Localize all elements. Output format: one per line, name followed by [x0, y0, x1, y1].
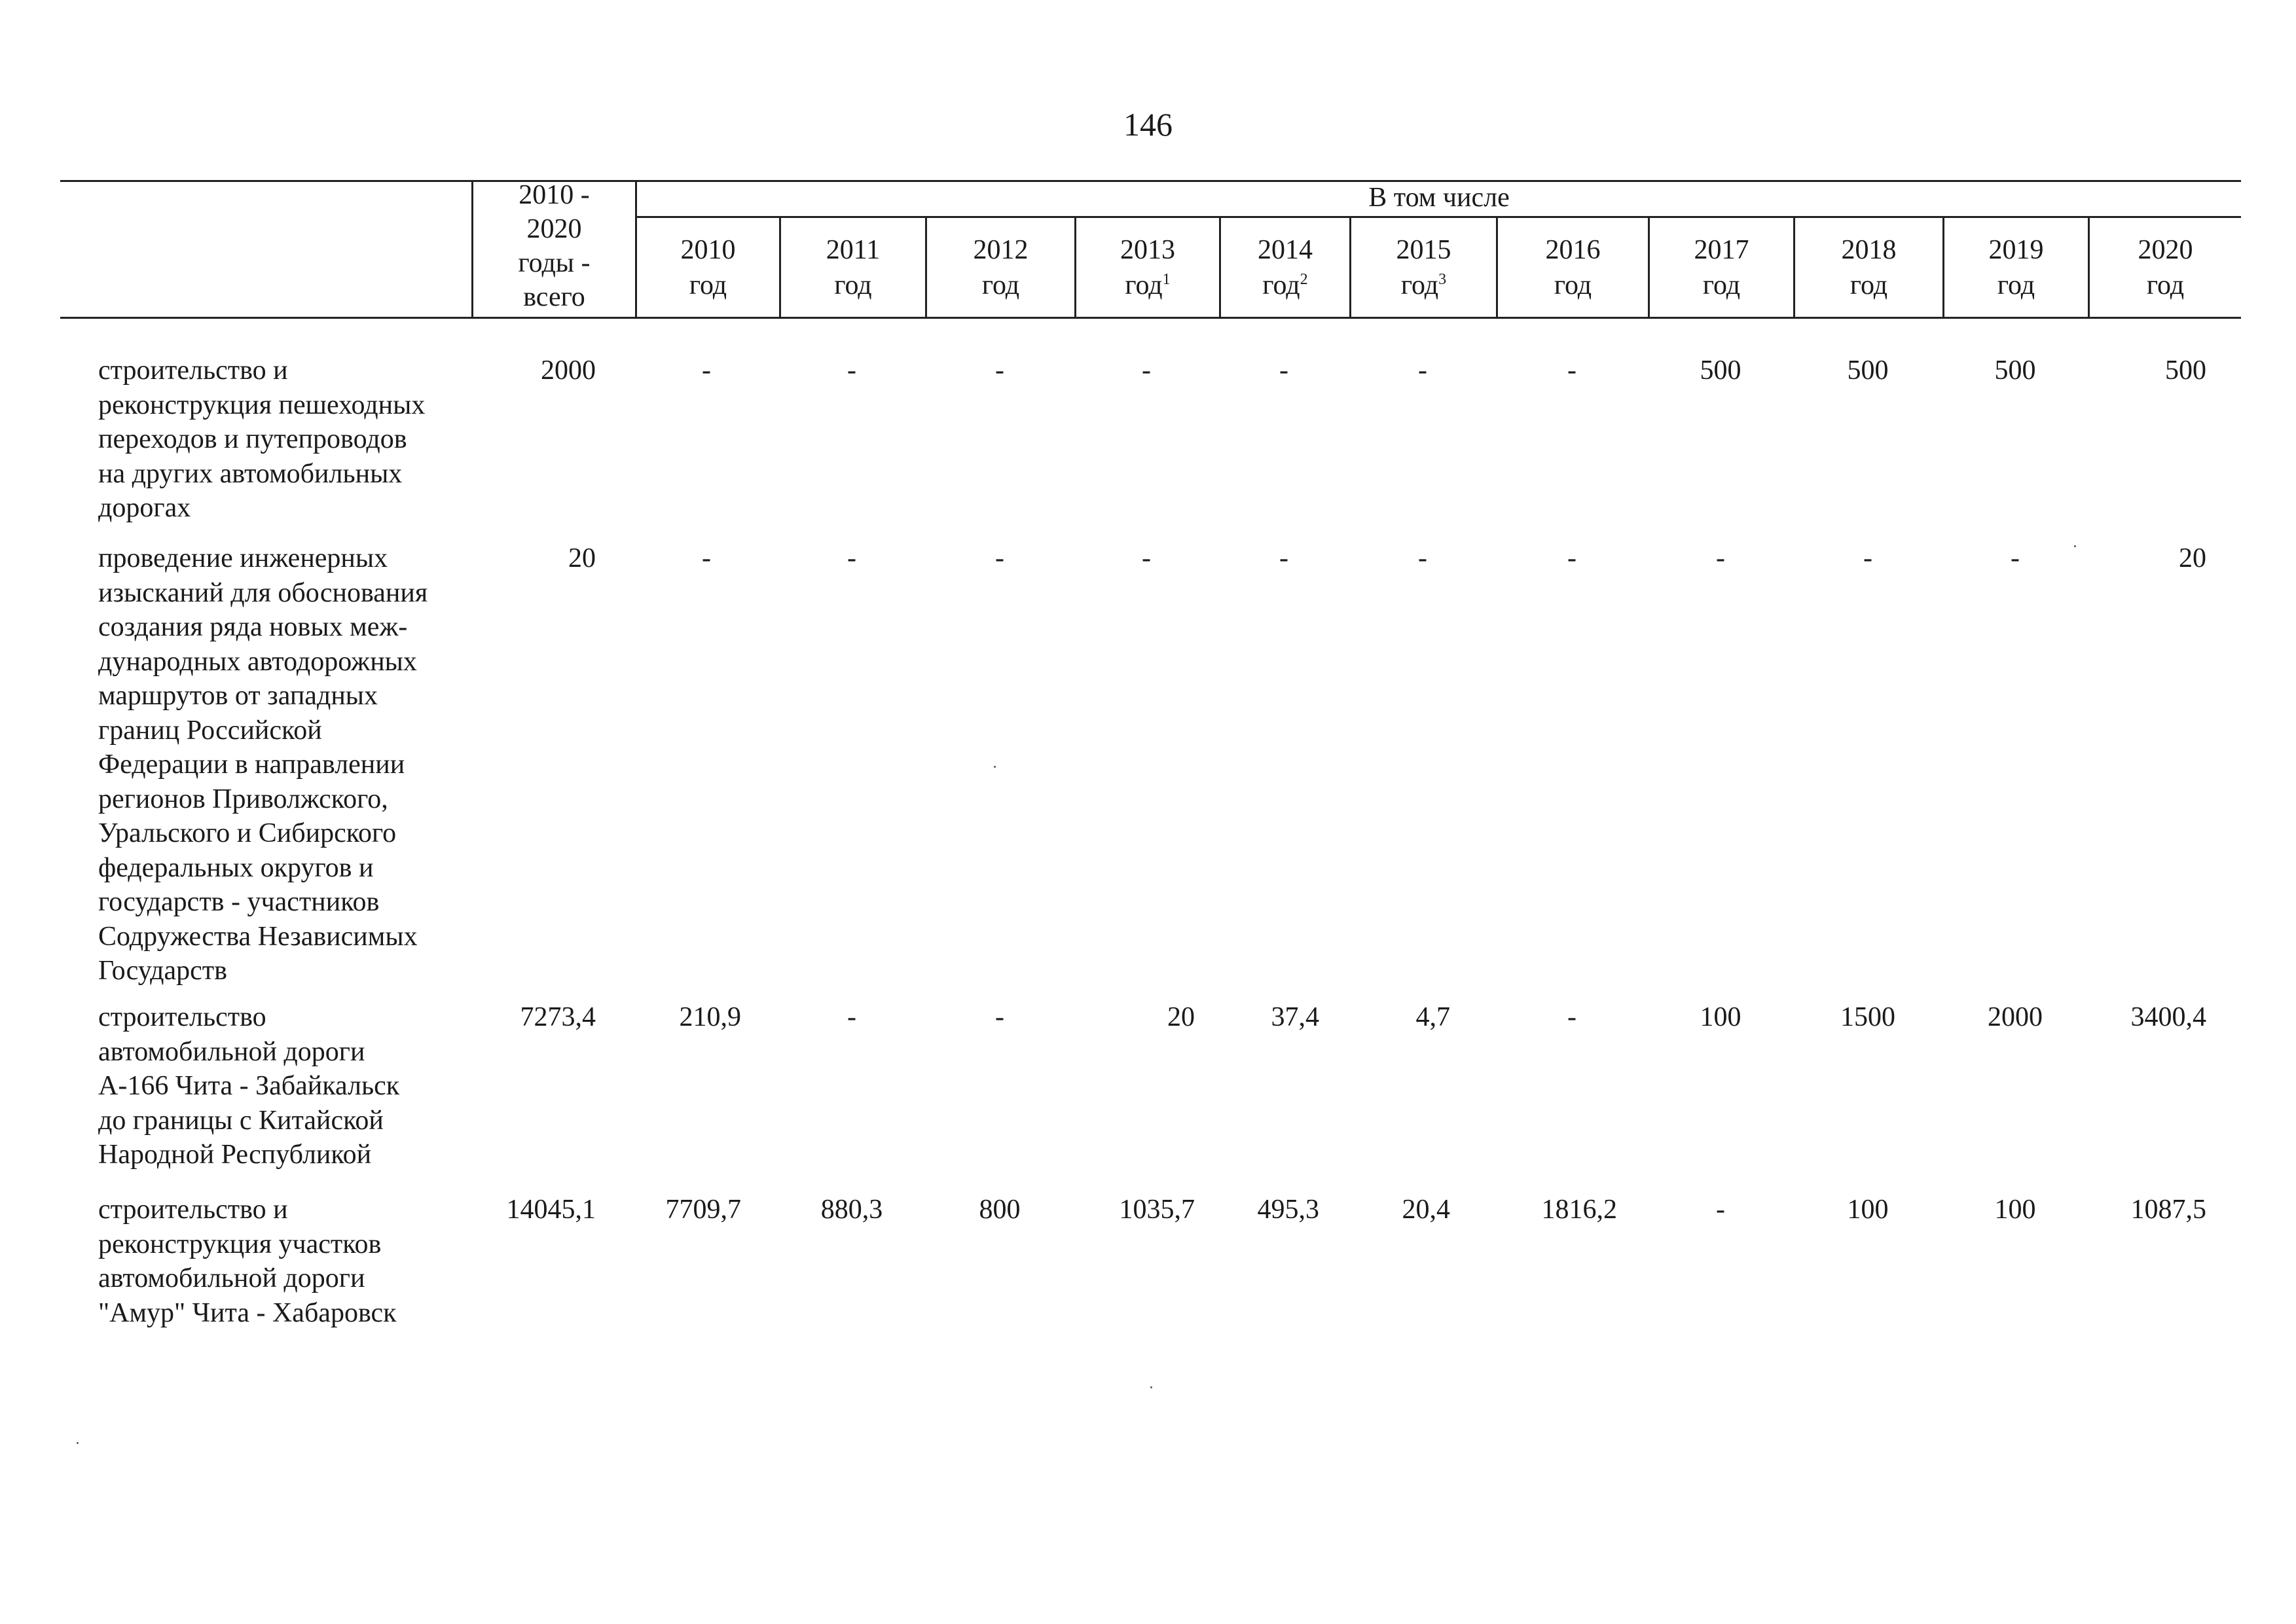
column-divider [1648, 216, 1650, 319]
year-header-2012: 2012 [973, 235, 1029, 265]
row-label-line: строительство и [98, 1195, 288, 1225]
column-divider [2088, 216, 2090, 319]
row-value: - [1418, 355, 1427, 386]
header-bottom-rule [60, 317, 2241, 319]
row-label-line: Уральского и Сибирского [98, 818, 397, 848]
row-value: - [1863, 543, 1872, 573]
scan-speck [2074, 545, 2076, 547]
year-unit-2014 [1221, 268, 1349, 302]
row-value: 20 [1167, 1002, 1195, 1032]
year-unit-text: год [1997, 270, 2035, 300]
row-label-line: дународных автодорожных [98, 646, 417, 677]
year-unit-text: год [2146, 270, 2185, 300]
row-value: - [2011, 543, 2020, 573]
footnote-marker: 2 [1300, 271, 1308, 288]
row-value: 500 [1994, 355, 2036, 386]
row-label-line: дорогах [98, 493, 191, 523]
row-label-line: "Амур" Чита - Хабаровск [98, 1297, 397, 1328]
row-value: 7709,7 [665, 1195, 741, 1225]
row-label-line: границ Российской [98, 715, 322, 746]
row-value: - [1567, 355, 1576, 386]
subheader-rule [635, 216, 2241, 218]
row-label-line: регионов Приволжского, [98, 784, 388, 814]
row-value: - [1279, 355, 1288, 386]
row-value: 800 [979, 1195, 1021, 1225]
year-header-2017: 2017 [1694, 235, 1749, 265]
row-label-line: А-166 Чита - Забайкальск [98, 1071, 400, 1101]
row-label-line: Содружества Независимых [98, 921, 418, 952]
row-value: 880,3 [820, 1195, 883, 1225]
row-label-line: строительство и [98, 355, 288, 386]
row-label [98, 541, 517, 988]
row-value: - [995, 1002, 1004, 1032]
row-value: - [1279, 543, 1288, 573]
row-total: 7273,4 [520, 1002, 596, 1032]
row-label-line: изысканий для обоснования [98, 577, 428, 608]
row-value: 1035,7 [1119, 1195, 1195, 1225]
year-unit-text: год [1554, 270, 1592, 300]
row-label-line: автомобильной дороги [98, 1036, 365, 1067]
row-value: 500 [1700, 355, 1741, 386]
row-value: - [1567, 543, 1576, 573]
row-label-line: маршрутов от западных [98, 681, 378, 711]
row-total: 14045,1 [506, 1195, 596, 1225]
row-value: - [847, 355, 856, 386]
row-label-line: Народной Республикой [98, 1140, 372, 1170]
row-label-line: автомобильной дороги [98, 1263, 365, 1293]
year-unit-text: год [981, 270, 1020, 300]
row-label-line: проведение инженерных [98, 543, 388, 573]
scan-speck [77, 1442, 79, 1444]
year-unit-text: год [1125, 270, 1163, 300]
row-label-line: создания ряда новых меж- [98, 612, 408, 642]
row-label-line: до границы с Китайской [98, 1105, 384, 1136]
row-value: 20,4 [1402, 1195, 1450, 1225]
group-header-label: В том числе [1368, 183, 1510, 213]
footnote-marker: 3 [1438, 271, 1447, 288]
row-value: 100 [1700, 1002, 1741, 1032]
row-value: 495,3 [1257, 1195, 1319, 1225]
total-column-header-line: всего [523, 282, 585, 312]
year-header-2019: 2019 [1988, 235, 2044, 265]
year-header-2014: 2014 [1258, 235, 1313, 265]
year-unit-2019 [1944, 268, 2088, 302]
row-label [98, 1193, 517, 1330]
year-unit-2020 [2090, 268, 2241, 302]
row-value: 1087,5 [2130, 1195, 2206, 1225]
row-label-line: на других автомобильных [98, 458, 403, 489]
row-value: 37,4 [1271, 1002, 1319, 1032]
year-unit-text: год [1262, 270, 1300, 300]
row-value: 4,7 [1415, 1002, 1450, 1032]
year-header-2011: 2011 [826, 235, 881, 265]
year-unit-text: год [689, 270, 727, 300]
year-unit-2016 [1498, 268, 1648, 302]
row-value: - [1716, 1195, 1725, 1225]
year-header-2018: 2018 [1841, 235, 1897, 265]
row-label-line: реконструкция участков [98, 1229, 382, 1259]
year-unit-2012 [927, 268, 1074, 302]
column-divider [779, 216, 781, 319]
year-unit-2015 [1351, 268, 1496, 302]
row-value: - [995, 543, 1004, 573]
row-value: - [702, 543, 711, 573]
year-unit-text: год [1400, 270, 1439, 300]
row-value: - [1142, 543, 1151, 573]
scan-speck [1150, 1386, 1152, 1388]
year-unit-2018 [1795, 268, 1942, 302]
column-divider [1496, 216, 1498, 319]
row-value: - [1567, 1002, 1576, 1032]
row-label-line: Федерации в направлении [98, 749, 405, 780]
page-number: 146 [1123, 106, 1173, 143]
row-value: 20 [2179, 543, 2206, 573]
column-divider [925, 216, 927, 319]
column-divider [1793, 216, 1795, 319]
row-value: - [1716, 543, 1725, 573]
row-value: 1500 [1840, 1002, 1895, 1032]
row-label-line: федеральных округов и [98, 852, 374, 883]
year-unit-2011 [781, 268, 925, 302]
row-label-line: государств - участников [98, 887, 380, 917]
year-unit-text: год [1702, 270, 1741, 300]
year-header-2010: 2010 [680, 235, 736, 265]
row-label-line: строительство [98, 1002, 266, 1032]
row-label [98, 353, 517, 526]
year-header-2015: 2015 [1396, 235, 1451, 265]
row-value: - [702, 355, 711, 386]
column-divider [1074, 216, 1076, 319]
year-unit-2010 [637, 268, 779, 302]
row-value: - [1142, 355, 1151, 386]
row-value: - [847, 1002, 856, 1032]
row-value: - [1418, 543, 1427, 573]
row-value: 210,9 [679, 1002, 741, 1032]
row-label [98, 1000, 517, 1172]
column-divider [1349, 216, 1351, 319]
year-header-2020: 2020 [2138, 235, 2193, 265]
total-column-header-line: 2020 [526, 214, 582, 244]
year-header-2016: 2016 [1545, 235, 1601, 265]
year-unit-2013 [1076, 268, 1219, 302]
row-total: 20 [568, 543, 596, 573]
scan-speck [994, 766, 996, 768]
row-label-line: Государств [98, 956, 227, 986]
row-value: 100 [1994, 1195, 2036, 1225]
row-total: 2000 [541, 355, 596, 386]
column-divider [1219, 216, 1221, 319]
row-value: 1816,2 [1541, 1195, 1617, 1225]
row-value: 3400,4 [2130, 1002, 2206, 1032]
row-value: 500 [2165, 355, 2206, 386]
footnote-marker: 1 [1162, 271, 1171, 288]
row-value: - [995, 355, 1004, 386]
year-header-2013: 2013 [1120, 235, 1175, 265]
total-column-header-line: годы - [518, 248, 591, 278]
row-label-line: переходов и путепроводов [98, 424, 407, 454]
row-label-line: реконструкция пешеходных [98, 389, 426, 420]
row-value: 100 [1847, 1195, 1889, 1225]
row-value: - [847, 543, 856, 573]
year-unit-text: год [834, 270, 872, 300]
total-column-header-line: 2010 - [519, 180, 590, 210]
column-divider [1942, 216, 1944, 319]
year-unit-2017 [1650, 268, 1793, 302]
year-unit-text: год [1850, 270, 1888, 300]
row-value: 2000 [1988, 1002, 2043, 1032]
row-value: 500 [1847, 355, 1889, 386]
